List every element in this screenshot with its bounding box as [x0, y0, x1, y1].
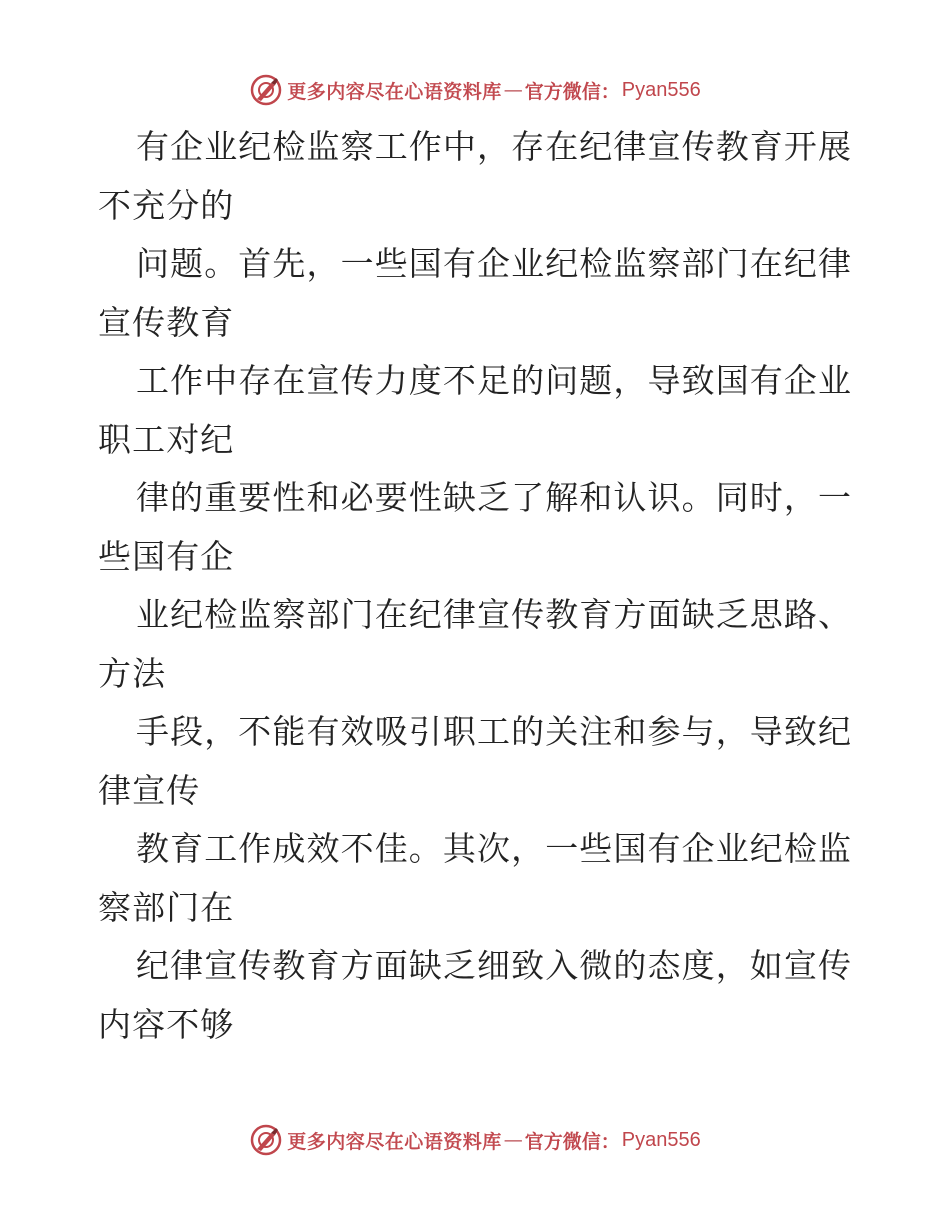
paragraph-line: 方法	[98, 653, 167, 693]
paragraph-line: 宣传教育	[98, 302, 235, 342]
paragraph-line: 些国有企	[98, 536, 235, 576]
banner-title: 更多内容尽在心语资料库	[287, 1130, 502, 1153]
banner-separator: —	[503, 79, 523, 101]
paragraph-line: 教育工作成效不佳。其次，一些国有企业纪检监	[136, 829, 853, 868]
banner-wechat-label: 官方微信：	[524, 80, 620, 103]
banner-wechat-id: Pyan556	[621, 1128, 701, 1151]
paragraph-line: 有企业纪检监察工作中，存在纪律宣传教育开展	[136, 127, 853, 166]
banner-title: 更多内容尽在心语资料库	[287, 80, 502, 103]
paragraph-line: 不充分的	[98, 185, 235, 225]
paragraph-line: 律宣传	[98, 770, 201, 810]
paragraph-line: 问题。首先，一些国有企业纪检监察部门在纪律	[136, 244, 853, 283]
page-header-banner	[0, 70, 950, 110]
paragraph-line: 职工对纪	[98, 419, 235, 459]
banner-separator: —	[503, 1129, 523, 1151]
paragraph-line: 工作中存在宣传力度不足的问题，导致国有企业	[136, 361, 853, 400]
paragraph-line: 内容不够	[98, 1004, 235, 1044]
paragraph-line: 察部门在	[98, 887, 235, 927]
logo-icon	[249, 73, 283, 107]
paragraph-line: 手段，不能有效吸引职工的关注和参与，导致纪	[136, 712, 853, 751]
banner-wechat-label: 官方微信：	[524, 1130, 620, 1153]
paragraph-line: 纪律宣传教育方面缺乏细致入微的态度，如宣传	[136, 946, 853, 985]
banner-wechat-id: Pyan556	[621, 78, 701, 101]
page-footer-banner	[0, 1120, 950, 1160]
paragraph-line: 业纪检监察部门在纪律宣传教育方面缺乏思路、	[136, 595, 853, 634]
paragraph-line: 律的重要性和必要性缺乏了解和认识。同时，一	[136, 478, 853, 517]
logo-icon	[249, 1123, 283, 1157]
document-body	[98, 118, 858, 1054]
